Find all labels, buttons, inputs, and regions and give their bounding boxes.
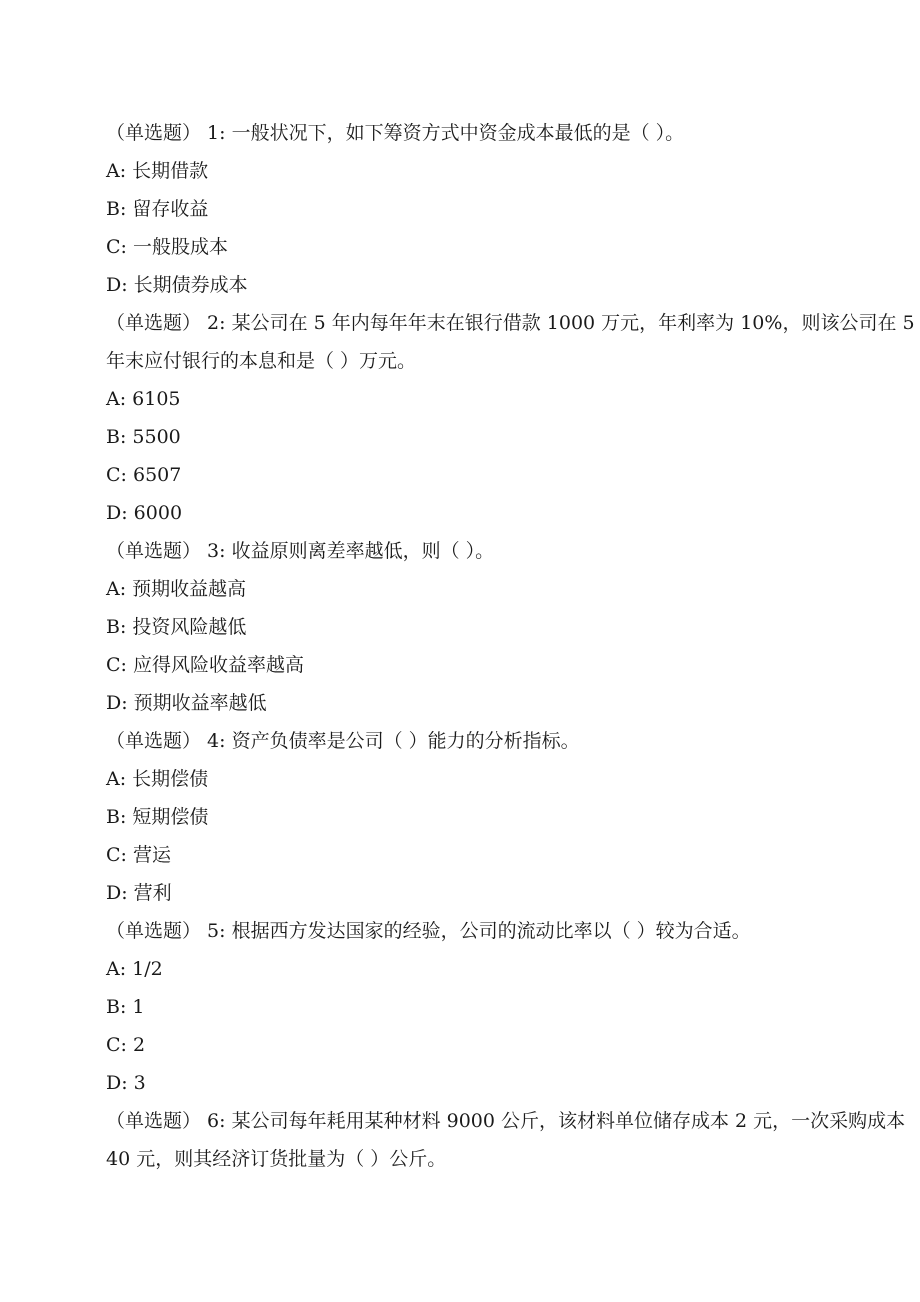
question-option: A: 长期偿债 [106,768,209,790]
question-option: C: 一般股成本 [106,236,228,258]
question-option: B: 1 [106,996,145,1018]
question-list [106,114,915,1178]
question-block [106,1102,906,1178]
question-stem-line: （单选题） 5: 根据西方发达国家的经验，公司的流动比率以（ ）较为合适。 [106,920,751,942]
question-stem-line: （单选题） 2: 某公司在 5 年内每年年末在银行借款 1000 万元，年利率为 10%，则该公司在 5 [106,312,915,334]
question-block [106,722,810,912]
question-block [106,912,810,1102]
question-option: D: 3 [106,1072,146,1094]
question-stem-line: 40 元，则其经济订货批量为（ ）公斤。 [106,1148,447,1170]
question-stem-line: （单选题） 1: 一般状况下，如下筹资方式中资金成本最低的是（ ）。 [106,122,685,144]
question-option: A: 1/2 [106,958,163,980]
question-option: D: 长期债券成本 [106,274,248,296]
question-option: A: 预期收益越高 [106,578,247,600]
question-option: A: 6105 [106,388,181,410]
question-option: D: 营利 [106,882,172,904]
question-option: C: 营运 [106,844,171,866]
question-stem-line: （单选题） 6: 某公司每年耗用某种材料 9000 公斤，该材料单位储存成本 2 元，一次采购成本 [106,1110,906,1132]
question-option: A: 长期借款 [106,160,209,182]
question-option: B: 留存收益 [106,198,209,220]
question-option: B: 投资风险越低 [106,616,247,638]
question-option: C: 应得风险收益率越高 [106,654,304,676]
question-block [106,304,915,532]
question-option: B: 5500 [106,426,181,448]
question-stem-line: （单选题） 4: 资产负债率是公司（ ）能力的分析指标。 [106,730,580,752]
question-stem-line: 年末应付银行的本息和是（ ）万元。 [106,350,417,372]
question-option: D: 6000 [106,502,183,524]
question-option: D: 预期收益率越低 [106,692,267,714]
question-block [106,532,810,722]
question-block [106,114,810,304]
question-stem-line: （单选题） 3: 收益原则离差率越低，则（ ）。 [106,540,495,562]
question-option: C: 2 [106,1034,146,1056]
question-option: C: 6507 [106,464,182,486]
question-option: B: 短期偿债 [106,806,209,828]
